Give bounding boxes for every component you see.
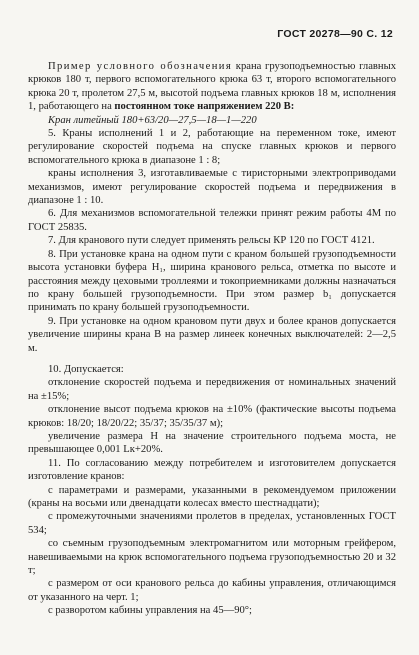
paragraph-10-item: увеличение размера H на значение строительного подъема моста, не превышающее 0,001 Lк+20%. [28, 430, 396, 456]
paragraph-11-item: с параметрами и размерами, указанными в рекомендуемом приложении (краны на восьми или двенадцати колесах вместо шестнадцати); [28, 484, 396, 509]
paragraph-6: 6. Для механизмов вспомогательной тележки принят режим работы 4М по ГОСТ 25835. [28, 208, 396, 233]
paragraph-10-item: отклонение скоростей подъема и передвижения от номинальных значений на ±15%; [28, 377, 396, 402]
example-bold: постоянном токе напряжением 220 В: [114, 101, 295, 113]
example-designation: Кран литейный 180+63/20—27,5—18—1—220 [48, 114, 257, 126]
paragraph-5-cont: краны исполнения 3, изготавливаемые с тиристорными электроприводами механизмов, имеют регулирование скоростей подъема и передвижения в диапазоне 1 : 10. [28, 168, 396, 207]
paragraph-11-title: 11. По согласованию между потребителем и изготовителем допускается изготовление кранов: [28, 457, 396, 483]
paragraph-11-item: с разворотом кабины управления на 45—90°; [48, 605, 252, 617]
example-paragraph [28, 60, 396, 114]
paragraph-10-item: отклонение высот подъема крюков на ±10% (фактические высоты подъема крюков: 18/20; 18/20/22; 35/37; 35/35/37 м); [28, 404, 396, 429]
example-text: крана грузоподъемностью главных крюков 180 т, первого вспомогательного крюка 63 т, второго вспомогательного крюка 20 т, пролетом 27,5 м, высотой подъема главных крюков 18 м, исполнения 1, работающего на [28, 61, 396, 113]
page-header: ГОСТ 20278—90 С. 12 [277, 28, 393, 40]
paragraph-11-item: с промежуточными значениями пролетов в пределах, установленных ГОСТ 534; [28, 511, 396, 536]
paragraph-11-item: со съемным грузоподъемным электромагнитом или моторным грейфером, навешиваемыми на крюк вспомогательного подъема грузоподъемностью 20 и 32 т; [28, 538, 396, 577]
paragraph-5: 5. Краны исполнений 1 и 2, работающие на переменном токе, имеют регулирование скоростей подъема на спуске главных крюков и первого вспомогательного крюка в диапазоне 1 : 8; [28, 128, 396, 166]
paragraph-9: 9. При установке на одном крановом пути двух и более кранов допускается увеличение ширины крана B на размер линеек конечных выключателей: 2—2,5 м. [28, 315, 396, 354]
paragraph-8: 8. При установке крана на одном пути с краном большей грузоподъемности высота установки буфера H₁, ширина кранового рельса, отметка по высоте и расстояния между цеховыми троллеями и токоприемниками должны назначаться по крану большей грузоподъемности. При этом размер b₁ допускается принимать по крану большей грузоподъемности. [28, 248, 396, 314]
paragraph-10-title: 10. Допускается: [48, 363, 124, 375]
example-lead: Пример условного обозначения [48, 61, 233, 72]
document-body [28, 60, 396, 618]
paragraph-11-item: с размером от оси кранового рельса до кабины управления, отличающимся от указанного на черт. 1; [28, 578, 396, 603]
paragraph-7: 7. Для кранового пути следует применять рельсы КР 120 по ГОСТ 4121. [48, 235, 375, 247]
